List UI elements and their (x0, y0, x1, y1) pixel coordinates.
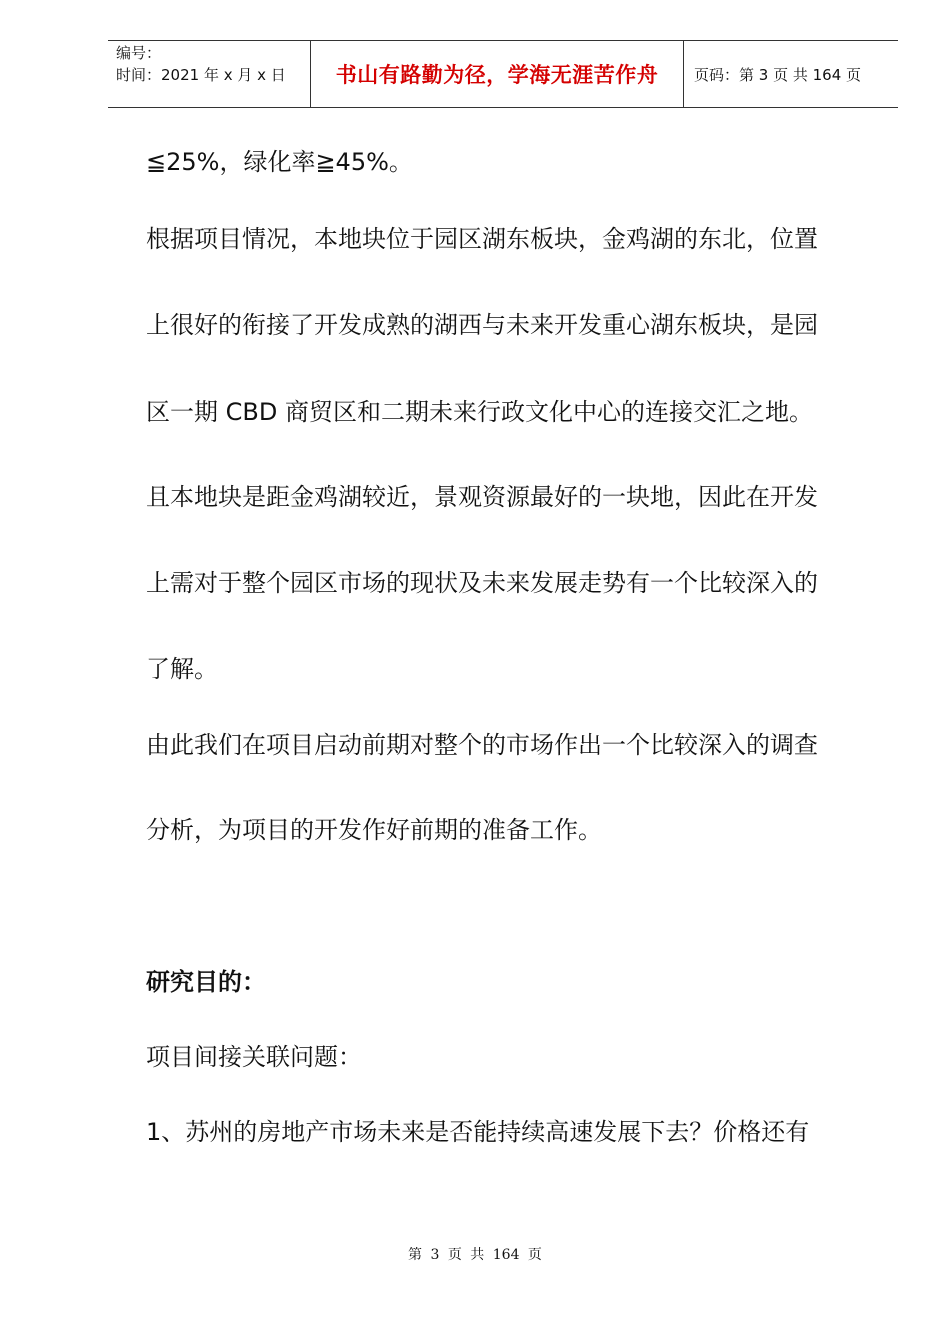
document-date: 时间：2021 年 x 月 x 日 (116, 66, 286, 84)
question-item: 1、苏州的房地产市场未来是否能持续高速发展下去？价格还有 (146, 1118, 810, 1146)
paragraph-line: ≦25%，绿化率≧45%。 (146, 148, 413, 176)
paragraph-line: 了解。 (146, 655, 218, 683)
page-footer: 第 3 页 共 164 页 (408, 1247, 542, 1263)
paragraph-line: 分析，为项目的开发作好前期的准备工作。 (146, 816, 602, 844)
paragraph-line: 且本地块是距金鸡湖较近，景观资源最好的一块地，因此在开发 (146, 483, 818, 511)
paragraph-line: 区一期 CBD 商贸区和二期未来行政文化中心的连接交汇之地。 (146, 398, 813, 426)
header-page-info: 页码：第 3 页 共 164 页 (694, 65, 862, 84)
section-subheading: 项目间接关联问题： (146, 1043, 362, 1071)
document-number-label: 编号： (116, 44, 162, 62)
paragraph-line: 根据项目情况，本地块位于园区湖东板块，金鸡湖的东北，位置 (146, 225, 818, 253)
paragraph-line: 由此我们在项目启动前期对整个的市场作出一个比较深入的调查 (146, 731, 818, 759)
paragraph-line: 上很好的衔接了开发成熟的湖西与未来开发重心湖东板块，是园 (146, 311, 818, 339)
header-motto: 书山有路勤为径，学海无涯苦作舟 (310, 41, 684, 107)
paragraph-line: 上需对于整个园区市场的现状及未来发展走势有一个比较深入的 (146, 569, 818, 597)
page-header (108, 40, 898, 108)
section-heading: 研究目的： (146, 968, 266, 996)
header-meta-cell (108, 41, 310, 107)
